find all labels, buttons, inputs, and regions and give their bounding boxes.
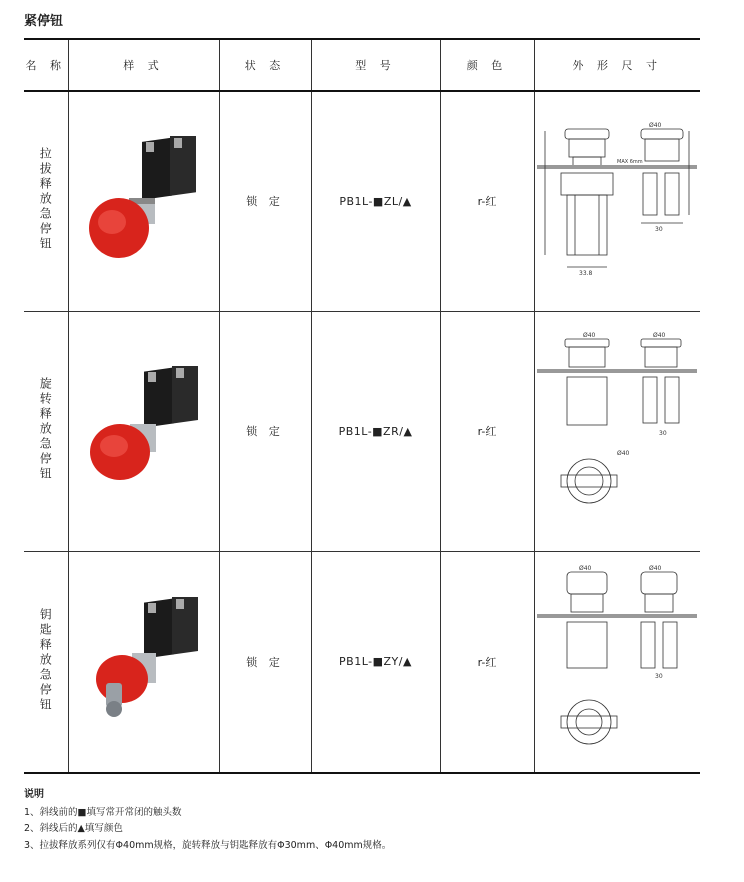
note-item: 3、拉拔释放系列仅有Φ40mm规格，旋转释放与钥匙释放有Φ30mm、Φ40mm规格。 [24,839,392,851]
dimension-drawing [534,551,700,773]
dim-label: Ø40 [649,564,662,572]
state-cell: 锁 定 [219,311,311,551]
dim-label: Ø40 [579,564,592,572]
model-cell: PB1L-■ZR/▲ [311,311,440,551]
product-photo [68,91,219,311]
header-model: 型 号 [311,39,440,91]
table-row [24,551,700,773]
key-button-icon [84,597,204,727]
note-item: 2、斜线后的▲填写颜色 [24,823,123,834]
dim-label: Ø40 [653,332,666,339]
header-state: 状 态 [219,39,311,91]
dim-label: MAX 6mm [617,159,643,166]
product-table [24,38,700,774]
dimension-drawing [534,91,700,311]
model-cell: PB1L-■ZY/▲ [311,551,440,773]
mushroom-button-icon [84,136,204,266]
notes-section [24,787,391,854]
header-dimensions: 外 形 尺 寸 [534,39,700,91]
dim-label: Ø40 [649,122,662,130]
dim-label: Ø40 [583,332,596,339]
product-name: 旋转释放急停钮 [38,377,53,482]
color-cell: r-红 [440,551,534,773]
dim-label: 30 [655,226,663,234]
product-name: 钥匙释放急停钮 [38,607,53,713]
product-photo [68,311,219,551]
color-cell: r-红 [440,311,534,551]
color-cell: r-红 [440,91,534,311]
mushroom-button-icon [84,366,204,496]
table-header-row [24,39,700,91]
dim-label: 30 [655,672,663,680]
state-cell: 锁 定 [219,551,311,773]
header-color: 颜 色 [440,39,534,91]
state-cell: 锁 定 [219,91,311,311]
notes-heading: 说明 [24,789,44,800]
dim-label: Ø40 [617,450,630,457]
dim-label: 30 [659,430,667,437]
dim-label: 33.8 [579,270,593,278]
note-item: 1、斜线前的■填写常开常闭的触头数 [24,806,182,818]
product-photo [68,551,219,773]
dimension-drawing [534,311,700,551]
table-row [24,311,700,551]
header-name: 名 称 [25,59,66,72]
model-cell: PB1L-■ZL/▲ [311,91,440,311]
page-title: 紧停钮 [24,14,64,29]
product-name: 拉拔释放急停钮 [38,147,53,253]
header-style: 样 式 [68,39,219,91]
table-row [24,91,700,311]
